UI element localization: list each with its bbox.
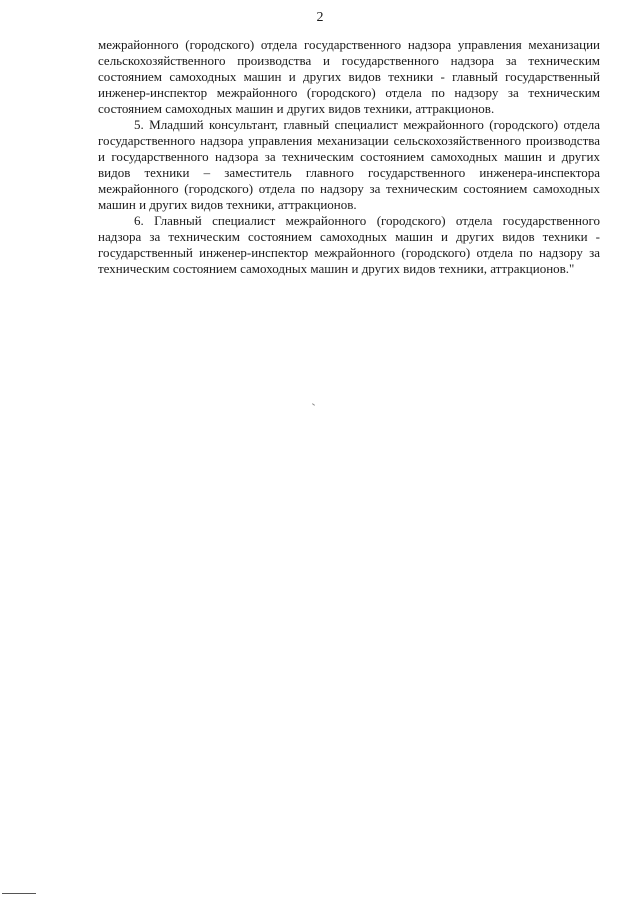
paragraph-continuation: межрайонного (городского) отдела государственного надзора управления механизации сельскохозяйственного производства и государственного надзора за техническим состоянием самоходных машин и других видов техники - главный государственный инженер-инспектор межрайонного (городского) отдела по надзору за техническим состоянием самоходных машин и других видов техники, аттракционов. <box>98 37 600 116</box>
scan-speck <box>312 403 315 406</box>
scan-corner-mark <box>2 893 36 894</box>
paragraph-item-6: 6. Главный специалист межрайонного (городского) отдела государственного надзора за техническим состоянием самоходных машин и других видов техники - государственный инженер-инспектор межрайонного (городского) отдела по надзору за техническим состоянием самоходных машин и других видов техники, аттракционов." <box>98 213 600 276</box>
paragraph-item-5: 5. Младший консультант, главный специалист межрайонного (городского) отдела государственного надзора управления механизации сельскохозяйственного производства и государственного надзора за техническим состоянием самоходных машин и других видов техники – заместитель главного государственного инженера-инспектора межрайонного (городского) отдела по надзору за техническим состоянием самоходных машин и других видов техники, аттракционов. <box>98 117 600 212</box>
page-number: 2 <box>316 10 324 25</box>
document-body <box>98 37 600 277</box>
